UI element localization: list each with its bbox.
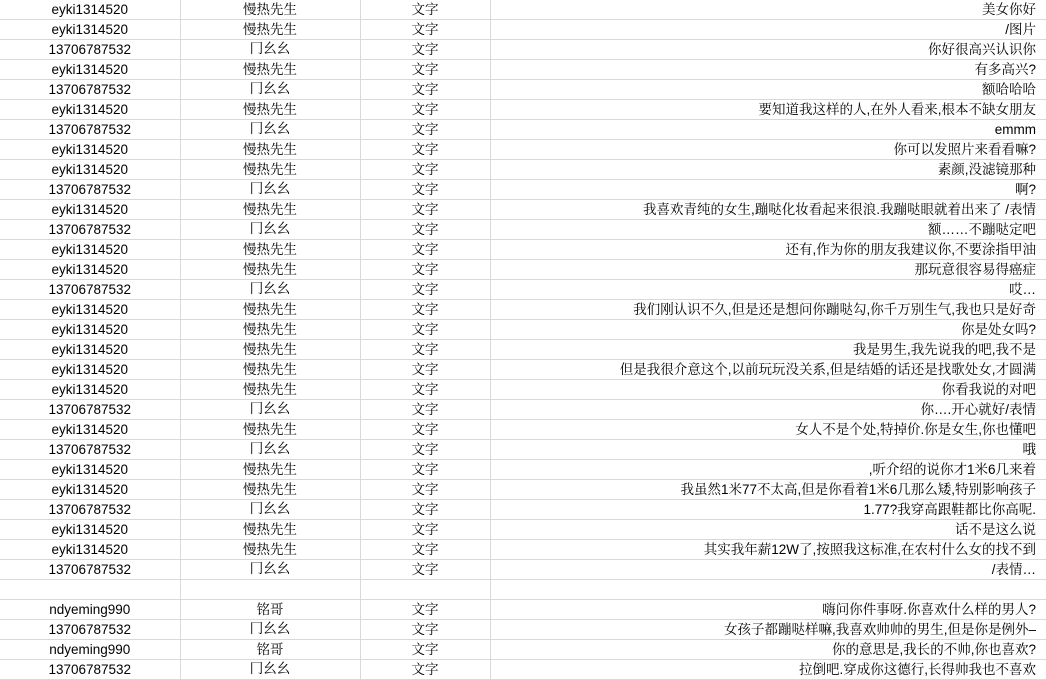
- cell-message: emmm: [490, 120, 1046, 140]
- cell-type: 文字: [360, 200, 490, 220]
- cell-account: eyki1314520: [0, 420, 180, 440]
- cell-message: 你的意思是,我长的不帅,你也喜欢?: [490, 640, 1046, 660]
- cell-message: 要知道我这样的人,在外人看来,根本不缺女朋友: [490, 100, 1046, 120]
- table-row[interactable]: [0, 520, 1046, 540]
- cell-message: 女孩子都蹦哒样嘛,我喜欢帅帅的男生,但是你是例外–: [490, 620, 1046, 640]
- cell-account: [0, 580, 180, 600]
- cell-account: eyki1314520: [0, 260, 180, 280]
- table-row-blank[interactable]: [0, 580, 1046, 600]
- cell-nickname: 冂幺幺: [180, 40, 360, 60]
- cell-nickname: 冂幺幺: [180, 180, 360, 200]
- cell-account: eyki1314520: [0, 480, 180, 500]
- cell-nickname: 慢热先生: [180, 340, 360, 360]
- cell-account: eyki1314520: [0, 20, 180, 40]
- table-row[interactable]: [0, 40, 1046, 60]
- cell-nickname: 慢热先生: [180, 360, 360, 380]
- cell-nickname: 慢热先生: [180, 480, 360, 500]
- table-row[interactable]: [0, 240, 1046, 260]
- table-row[interactable]: [0, 500, 1046, 520]
- cell-message: /表情…: [490, 560, 1046, 580]
- cell-type: 文字: [360, 400, 490, 420]
- cell-account: eyki1314520: [0, 200, 180, 220]
- cell-account: eyki1314520: [0, 0, 180, 20]
- cell-type: 文字: [360, 660, 490, 680]
- cell-message: 拉倒吧.穿成你这德行,长得帅我也不喜欢: [490, 660, 1046, 680]
- cell-account: 13706787532: [0, 500, 180, 520]
- cell-type: 文字: [360, 20, 490, 40]
- table-row[interactable]: [0, 80, 1046, 100]
- cell-type: 文字: [360, 140, 490, 160]
- table-row[interactable]: [0, 300, 1046, 320]
- cell-message: 还有,作为你的朋友我建议你,不要涂指甲油: [490, 240, 1046, 260]
- cell-account: 13706787532: [0, 620, 180, 640]
- table-row[interactable]: [0, 560, 1046, 580]
- table-row[interactable]: [0, 380, 1046, 400]
- table-row[interactable]: [0, 480, 1046, 500]
- cell-message: 美女你好: [490, 0, 1046, 20]
- cell-type: 文字: [360, 480, 490, 500]
- table-row[interactable]: [0, 400, 1046, 420]
- cell-type: 文字: [360, 40, 490, 60]
- table-row[interactable]: [0, 320, 1046, 340]
- cell-account: eyki1314520: [0, 100, 180, 120]
- cell-account: 13706787532: [0, 120, 180, 140]
- cell-type: 文字: [360, 520, 490, 540]
- cell-type: 文字: [360, 360, 490, 380]
- cell-account: 13706787532: [0, 440, 180, 460]
- cell-message: 你好很高兴认识你: [490, 40, 1046, 60]
- cell-account: eyki1314520: [0, 160, 180, 180]
- cell-message: 你可以发照片来看看嘛?: [490, 140, 1046, 160]
- cell-type: 文字: [360, 640, 490, 660]
- cell-nickname: 铭哥: [180, 640, 360, 660]
- cell-message: /图片: [490, 20, 1046, 40]
- cell-message: 我们刚认识不久,但是还是想问你蹦哒勾,你千万别生气,我也只是好奇: [490, 300, 1046, 320]
- table-row[interactable]: [0, 360, 1046, 380]
- cell-message: 话不是这么说: [490, 520, 1046, 540]
- cell-nickname: 冂幺幺: [180, 560, 360, 580]
- cell-type: 文字: [360, 300, 490, 320]
- cell-type: 文字: [360, 160, 490, 180]
- cell-message: 但是我很介意这个,以前玩玩没关系,但是结婚的话还是找歌处女,才圆满: [490, 360, 1046, 380]
- cell-type: 文字: [360, 240, 490, 260]
- table-row[interactable]: [0, 460, 1046, 480]
- cell-type: 文字: [360, 460, 490, 480]
- table-row[interactable]: [0, 640, 1046, 660]
- table-row[interactable]: [0, 620, 1046, 640]
- cell-type: 文字: [360, 600, 490, 620]
- table-row[interactable]: [0, 140, 1046, 160]
- cell-message: 其实我年薪12W了,按照我这标准,在农村什么女的找不到: [490, 540, 1046, 560]
- cell-nickname: 慢热先生: [180, 20, 360, 40]
- cell-account: 13706787532: [0, 220, 180, 240]
- table-row[interactable]: [0, 160, 1046, 180]
- cell-account: 13706787532: [0, 40, 180, 60]
- cell-message: 女人不是个处,特掉价.你是女生,你也懂吧: [490, 420, 1046, 440]
- cell-nickname: 慢热先生: [180, 380, 360, 400]
- table-row[interactable]: [0, 20, 1046, 40]
- cell-message: 你看我说的对吧: [490, 380, 1046, 400]
- cell-nickname: 慢热先生: [180, 140, 360, 160]
- table-row[interactable]: [0, 280, 1046, 300]
- cell-message: 有多高兴?: [490, 60, 1046, 80]
- table-row[interactable]: [0, 600, 1046, 620]
- cell-account: eyki1314520: [0, 380, 180, 400]
- cell-nickname: 冂幺幺: [180, 660, 360, 680]
- cell-nickname: 冂幺幺: [180, 280, 360, 300]
- cell-account: eyki1314520: [0, 340, 180, 360]
- cell-type: [360, 580, 490, 600]
- cell-account: 13706787532: [0, 400, 180, 420]
- cell-account: 13706787532: [0, 280, 180, 300]
- cell-nickname: 慢热先生: [180, 160, 360, 180]
- cell-type: 文字: [360, 540, 490, 560]
- table-row[interactable]: [0, 440, 1046, 460]
- cell-account: eyki1314520: [0, 520, 180, 540]
- table-row[interactable]: [0, 200, 1046, 220]
- cell-nickname: 慢热先生: [180, 240, 360, 260]
- cell-message: 那玩意很容易得癌症: [490, 260, 1046, 280]
- cell-account: eyki1314520: [0, 320, 180, 340]
- cell-type: 文字: [360, 220, 490, 240]
- cell-type: 文字: [360, 180, 490, 200]
- table-row[interactable]: [0, 100, 1046, 120]
- cell-type: 文字: [360, 440, 490, 460]
- table-row[interactable]: [0, 420, 1046, 440]
- table-row[interactable]: [0, 60, 1046, 80]
- cell-type: 文字: [360, 560, 490, 580]
- cell-account: 13706787532: [0, 560, 180, 580]
- cell-message: 嗨问你件事呀.你喜欢什么样的男人?: [490, 600, 1046, 620]
- cell-nickname: 冂幺幺: [180, 120, 360, 140]
- cell-account: eyki1314520: [0, 300, 180, 320]
- cell-type: 文字: [360, 500, 490, 520]
- cell-nickname: 冂幺幺: [180, 440, 360, 460]
- cell-nickname: 慢热先生: [180, 0, 360, 20]
- cell-nickname: 冂幺幺: [180, 500, 360, 520]
- cell-type: 文字: [360, 120, 490, 140]
- cell-account: eyki1314520: [0, 540, 180, 560]
- cell-nickname: 冂幺幺: [180, 620, 360, 640]
- cell-nickname: 冂幺幺: [180, 220, 360, 240]
- table-row[interactable]: [0, 180, 1046, 200]
- cell-type: 文字: [360, 340, 490, 360]
- cell-account: 13706787532: [0, 660, 180, 680]
- cell-account: eyki1314520: [0, 140, 180, 160]
- table-row[interactable]: [0, 120, 1046, 140]
- cell-nickname: 慢热先生: [180, 300, 360, 320]
- cell-nickname: 慢热先生: [180, 60, 360, 80]
- table-row[interactable]: [0, 660, 1046, 680]
- cell-message: 额哈哈哈: [490, 80, 1046, 100]
- cell-account: 13706787532: [0, 180, 180, 200]
- cell-type: 文字: [360, 0, 490, 20]
- cell-message: 额……不蹦哒定吧: [490, 220, 1046, 240]
- cell-account: 13706787532: [0, 80, 180, 100]
- cell-account: eyki1314520: [0, 360, 180, 380]
- cell-message: 我是男生,我先说我的吧,我不是: [490, 340, 1046, 360]
- cell-message: 你是处女吗?: [490, 320, 1046, 340]
- cell-nickname: 慢热先生: [180, 200, 360, 220]
- cell-message: 我虽然1米77不太高,但是你看着1米6几那么矮,特别影响孩子: [490, 480, 1046, 500]
- cell-type: 文字: [360, 60, 490, 80]
- cell-type: 文字: [360, 280, 490, 300]
- cell-nickname: 慢热先生: [180, 420, 360, 440]
- cell-account: eyki1314520: [0, 460, 180, 480]
- cell-type: 文字: [360, 620, 490, 640]
- cell-message: 1.77?我穿高跟鞋都比你高呢.: [490, 500, 1046, 520]
- table-row[interactable]: [0, 540, 1046, 560]
- cell-type: 文字: [360, 380, 490, 400]
- cell-account: eyki1314520: [0, 60, 180, 80]
- cell-type: 文字: [360, 320, 490, 340]
- cell-nickname: 慢热先生: [180, 540, 360, 560]
- cell-nickname: 慢热先生: [180, 320, 360, 340]
- cell-nickname: 冂幺幺: [180, 400, 360, 420]
- cell-type: 文字: [360, 260, 490, 280]
- cell-message: 你….开心就好/表情: [490, 400, 1046, 420]
- table-row[interactable]: [0, 340, 1046, 360]
- cell-nickname: 慢热先生: [180, 260, 360, 280]
- cell-nickname: 冂幺幺: [180, 80, 360, 100]
- cell-account: ndyeming990: [0, 600, 180, 620]
- cell-message: 哎…: [490, 280, 1046, 300]
- cell-message: 素颜,没滤镜那种: [490, 160, 1046, 180]
- cell-nickname: 慢热先生: [180, 520, 360, 540]
- table-row[interactable]: [0, 0, 1046, 20]
- cell-type: 文字: [360, 420, 490, 440]
- cell-nickname: [180, 580, 360, 600]
- cell-message: 哦: [490, 440, 1046, 460]
- cell-account: eyki1314520: [0, 240, 180, 260]
- cell-message: [490, 580, 1046, 600]
- cell-message: 我喜欢青纯的女生,蹦哒化妆看起来很浪.我蹦哒眼就着出来了 /表情: [490, 200, 1046, 220]
- cell-message: 啊?: [490, 180, 1046, 200]
- table-row[interactable]: [0, 260, 1046, 280]
- cell-message: ,听介绍的说你才1米6几来着: [490, 460, 1046, 480]
- cell-nickname: 慢热先生: [180, 460, 360, 480]
- cell-nickname: 铭哥: [180, 600, 360, 620]
- cell-type: 文字: [360, 100, 490, 120]
- cell-type: 文字: [360, 80, 490, 100]
- cell-nickname: 慢热先生: [180, 100, 360, 120]
- table-row[interactable]: [0, 220, 1046, 240]
- cell-account: ndyeming990: [0, 640, 180, 660]
